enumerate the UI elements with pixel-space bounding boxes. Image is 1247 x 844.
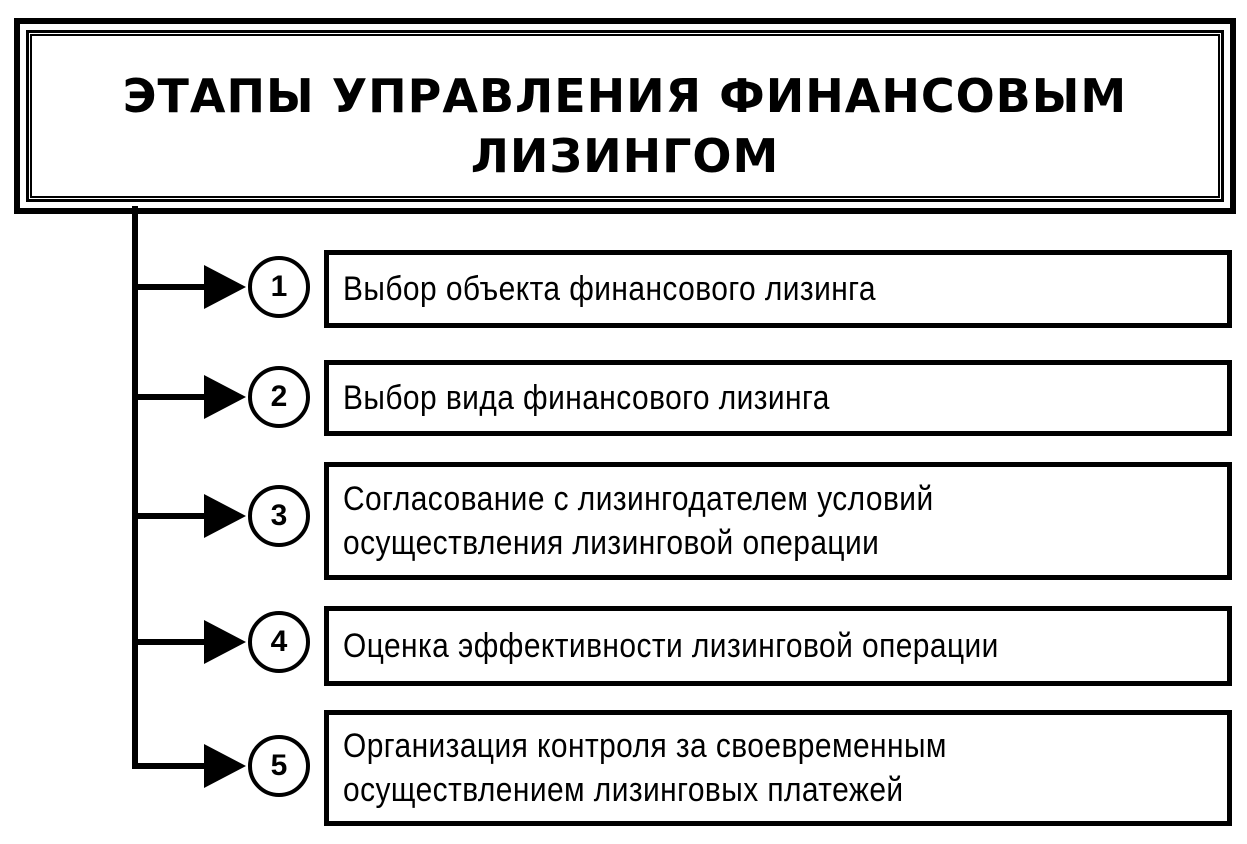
step-4 bbox=[132, 606, 1242, 686]
step-box bbox=[324, 360, 1232, 436]
arrow-right-icon bbox=[204, 494, 246, 538]
step-number: 3 bbox=[248, 485, 310, 547]
step-label: Выбор объекта финансового лизинга bbox=[343, 270, 876, 308]
step-1 bbox=[132, 250, 1242, 330]
connector-line bbox=[132, 763, 210, 769]
connector-line bbox=[132, 284, 210, 290]
step-box bbox=[324, 250, 1232, 328]
step-2 bbox=[132, 360, 1242, 436]
step-number: 5 bbox=[248, 735, 310, 797]
step-label: Выбор вида финансового лизинга bbox=[343, 379, 830, 417]
connector-line bbox=[132, 639, 210, 645]
arrow-right-icon bbox=[204, 265, 246, 309]
arrow-right-icon bbox=[204, 375, 246, 419]
step-5 bbox=[132, 710, 1242, 826]
step-number: 2 bbox=[248, 366, 310, 428]
diagram-title: ЭТАПЫ УПРАВЛЕНИЯ ФИНАНСОВЫМ ЛИЗИНГОМ bbox=[122, 69, 1128, 183]
title-frame bbox=[14, 18, 1236, 214]
step-number: 1 bbox=[248, 256, 310, 318]
step-number: 4 bbox=[248, 611, 310, 673]
connector-line bbox=[132, 513, 210, 519]
arrow-right-icon bbox=[204, 620, 246, 664]
step-box bbox=[324, 606, 1232, 686]
step-box bbox=[324, 710, 1232, 826]
arrow-right-icon bbox=[204, 744, 246, 788]
connector-line bbox=[132, 394, 210, 400]
step-3 bbox=[132, 462, 1242, 580]
step-label: Согласование с лизингодателем условий осуществления лизинговой операции bbox=[343, 480, 934, 562]
step-box bbox=[324, 462, 1232, 580]
step-label: Организация контроля за своевременным осуществлением лизинговых платежей bbox=[343, 727, 947, 809]
step-label: Оценка эффективности лизинговой операции bbox=[343, 627, 999, 665]
